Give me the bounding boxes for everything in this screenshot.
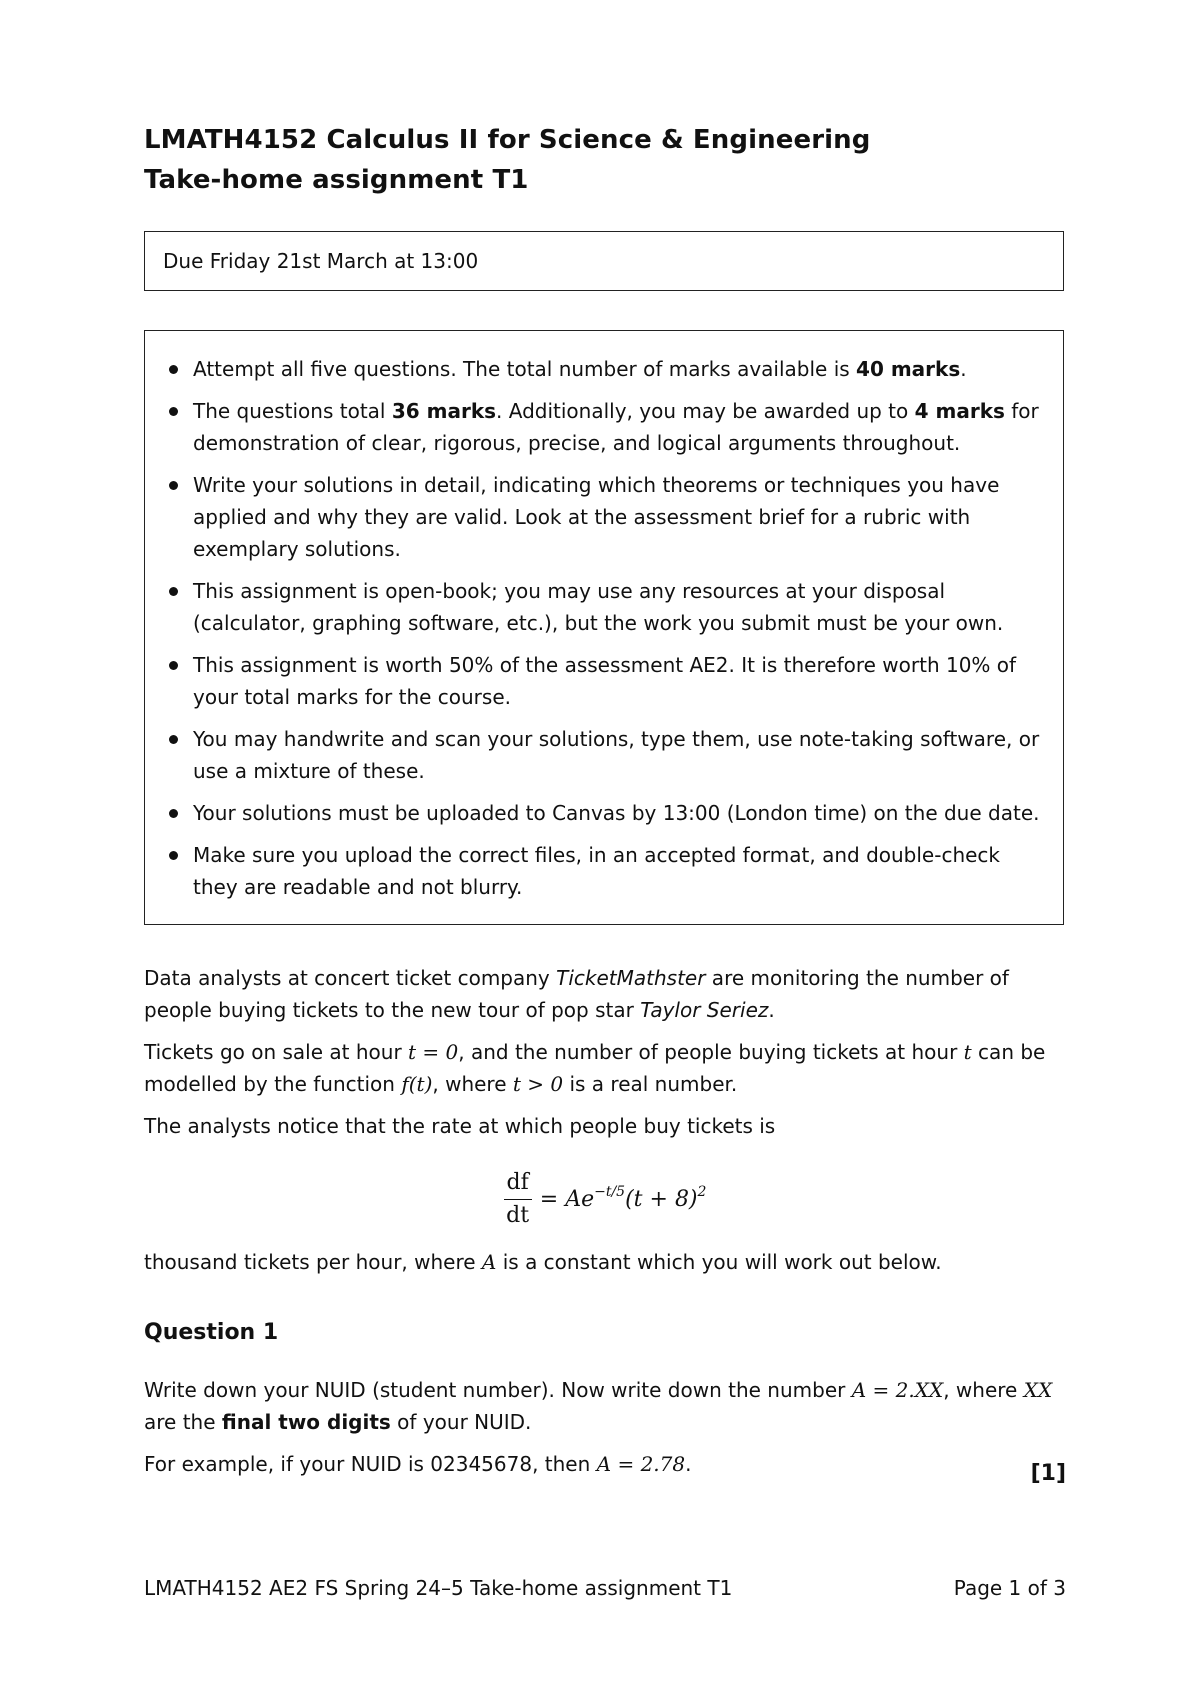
- pop-star-name: Taylor Seriez: [640, 998, 769, 1022]
- bullet-icon: [169, 587, 178, 596]
- document-title: [144, 120, 870, 200]
- question-1-line-2: For example, if your NUID is 02345678, then A = 2.78.: [144, 1452, 692, 1476]
- instruction-item: Make sure you upload the correct files, in an accepted format, and double-check they are readable and not blurry.: [165, 839, 1043, 903]
- instruction-item: Attempt all five questions. The total number of marks available is 40 marks.: [165, 353, 1043, 385]
- bullet-icon: [169, 851, 178, 860]
- instruction-item: You may handwrite and scan your solutions, type them, use note-taking software, or use a mixture of these.: [165, 723, 1043, 787]
- question-1-heading: Question 1: [144, 1320, 279, 1345]
- rate-equation: [144, 1160, 1066, 1238]
- intro-paragraph-1: Data analysts at concert ticket company TicketMathster are monitoring the number of people buying tickets to the new tour of pop star Taylor Seriez.: [144, 966, 1009, 1022]
- course-title: LMATH4152 Calculus II for Science & Engineering: [144, 125, 871, 155]
- instructions-box: [144, 330, 1064, 925]
- question-1-marks: [1]: [1030, 1461, 1066, 1486]
- intro-paragraph-3: The analysts notice that the rate at which people buy tickets is: [144, 1114, 776, 1138]
- bullet-icon: [169, 365, 178, 374]
- bullet-icon: [169, 735, 178, 744]
- page-footer: [144, 1572, 1066, 1604]
- instruction-item: This assignment is worth 50% of the assessment AE2. It is therefore worth 10% of your total marks for the course.: [165, 649, 1043, 713]
- bullet-icon: [169, 481, 178, 490]
- bullet-icon: [169, 661, 178, 670]
- assignment-title: Take-home assignment T1: [144, 165, 529, 195]
- page: [144, 0, 1066, 1696]
- company-name: TicketMathster: [556, 966, 706, 990]
- instructions-list: [165, 353, 1043, 903]
- instruction-item: This assignment is open-book; you may use any resources at your disposal (calculator, graphing software, etc.), but the work you submit must be your own.: [165, 575, 1043, 639]
- fraction-denominator: dt: [506, 1202, 530, 1228]
- instruction-item: The questions total 36 marks. Additionally, you may be awarded up to 4 marks for demonstration of clear, rigorous, precise, and logical arguments throughout.: [165, 395, 1043, 459]
- equation-rhs: = $Ae^{-t/5}(t + 8)^2$: [539, 1183, 707, 1212]
- intro-paragraph-2: Tickets go on sale at hour t = 0, and the number of people buying tickets at hour t can be modelled by the function f(t), where t > 0 is a real number.: [144, 1040, 1046, 1096]
- intro-text-after-equation: [144, 1246, 1066, 1288]
- instruction-item: Write your solutions in detail, indicating which theorems or techniques you have applied and why they are valid. Look at the assessment brief for a rubric with exemplary solutions.: [165, 469, 1043, 565]
- question-1-line-1: Write down your NUID (student number). Now write down the number A = 2.XX, where XX are the final two digits of your NUID.: [144, 1378, 1053, 1434]
- bullet-icon: [169, 407, 178, 416]
- due-date-box: [144, 231, 1064, 291]
- question-1-body: [144, 1374, 1066, 1490]
- due-date-text: Due Friday 21st March at 13:00: [163, 249, 479, 273]
- intro-paragraph-4: thousand tickets per hour, where A is a constant which you will work out below.: [144, 1250, 942, 1274]
- page-number: Page 1 of 3: [953, 1576, 1066, 1600]
- instruction-item: Your solutions must be uploaded to Canvas by 13:00 (London time) on the due date.: [165, 797, 1043, 829]
- fraction-numerator: df: [504, 1169, 532, 1200]
- derivative-fraction: [504, 1169, 532, 1230]
- bullet-icon: [169, 809, 178, 818]
- footer-left: LMATH4152 AE2 FS Spring 24–5 Take-home assignment T1: [144, 1576, 733, 1600]
- intro-text: [144, 962, 1066, 1152]
